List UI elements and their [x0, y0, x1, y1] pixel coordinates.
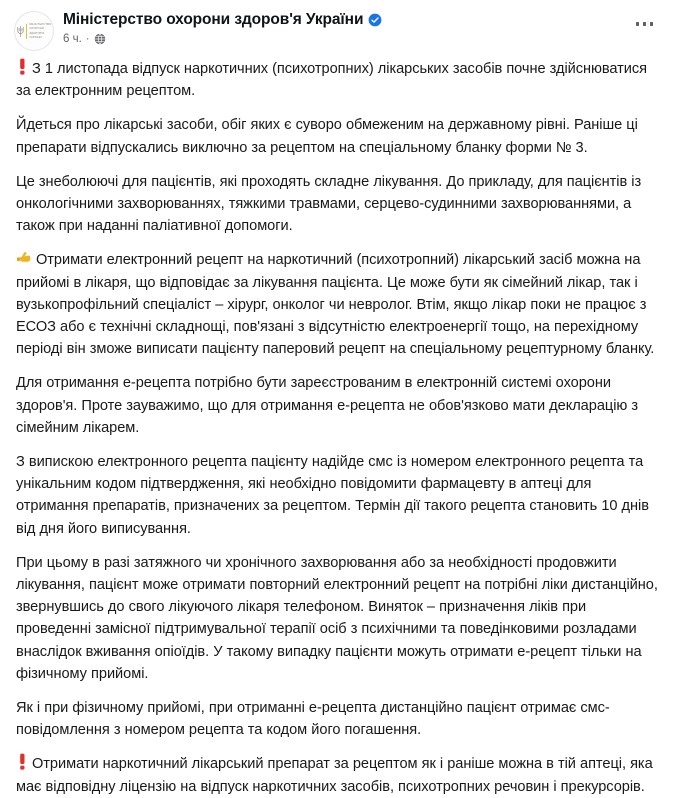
- red-exclamation-icon: [16, 58, 29, 75]
- post-paragraph-text: З 1 листопада відпуск наркотичних (психотропних) лікарських засобів почне здійснюватися за електронним рецептом.: [16, 61, 648, 100]
- ellipsis-dot-2: [643, 22, 647, 26]
- meta-separator: ·: [85, 33, 90, 45]
- ellipsis-dot-1: [636, 22, 640, 26]
- post-paragraph: [16, 171, 661, 238]
- avatar-divider: [26, 24, 28, 39]
- post-paragraph: [16, 451, 661, 540]
- post-paragraph: [16, 249, 661, 360]
- post-header: [0, 0, 675, 52]
- avatar-line-1: МІНІСТЕРСТВО: [29, 21, 52, 26]
- trident-emblem-icon: [17, 26, 24, 37]
- post-paragraph-text: Це знеболюючі для пацієнтів, які проходять складне лікування. До прикладу, для пацієнтів із онкологічними захворюваннях, тяжкими травмами, серцево-судинними захворюваннями, а також при наданні паліативної допомоги.: [16, 173, 642, 235]
- post-paragraph-text: Для отримання е-рецепта потрібно бути зареєстрованим в електронній системі охорони здоров'я. Проте зауважимо, що для отримання е-рецепта не обов'язково мати декларацію з сімейним лікарем.: [16, 375, 639, 436]
- avatar-line-3: ЗДОРОВ'Я: [29, 30, 45, 35]
- avatar[interactable]: [14, 11, 54, 51]
- post-paragraph: [16, 697, 661, 741]
- post-paragraph-text: Йдеться про лікарські засоби, обіг яких є суворо обмеженим на державному рівні. Раніше ці препарати відпускались виключно за рецептом на спеціальному бланку форми № 3.: [16, 117, 638, 156]
- post-paragraph-text: При цьому в разі затяжного чи хронічного захворювання або за необхідності продовжити лікування, пацієнт може отримати повторний електронний рецепт на потрібні ліки дистанційно, звернувшись до свого лікуючого лікаря телефоном. Виняток – призначення ліків при проведенні замісної підтримувальної терапії осіб з психічними та поведінковими розладами внаслідок вживання опіоїдів. У такому випадку пацієнти можуть отримати е-рецепт тільки на фізичному прийомі.: [16, 554, 658, 682]
- ellipsis-dot-3: [650, 22, 654, 26]
- post-paragraph-text: Як і при фізичному прийомі, при отриманні е-рецепта дистанційно пацієнт отримає смс-повідомлення з номером рецепта та кодом його погашення.: [16, 700, 610, 739]
- post-options-menu-button[interactable]: [632, 18, 658, 30]
- post-paragraph: [16, 58, 661, 102]
- post-meta-row: [63, 32, 382, 46]
- post-paragraph: [16, 552, 661, 685]
- post-body: [0, 52, 675, 798]
- post-paragraph: [16, 114, 661, 158]
- verified-check-icon: [368, 13, 382, 27]
- post-paragraph-text: Отримати електронний рецепт на наркотичний (психотропний) лікарський засіб можна на прийомі в лікаря, що відповідає за лікування пацієнта. Це може бути як сімейний лікар, так і вузькопрофільний спеціаліст – хірург, онколог чи невролог. Втім, якщо лікар поки не працює з ЕСОЗ або є технічні складнощі, пов'язані з відсутністю електроенергії тощо, на перехідному періоді він зможе виписати пацієнту паперовий рецепт на спеціальному рецептурному бланку.: [16, 252, 655, 358]
- red-exclamation-icon: [16, 753, 29, 770]
- author-name-row: [63, 10, 382, 29]
- page-name[interactable]: Міністерство охорони здоров'я України: [63, 11, 364, 28]
- post-paragraph-text: Отримати наркотичний лікарський препарат за рецептом як і раніше можна в тій аптеці, яка має відповідну ліцензію на відпуск наркотичних засобів, психотропних речовин і прекурсорів.: [16, 756, 653, 795]
- avatar-line-2: ОХОРОНИ: [29, 26, 45, 31]
- avatar-logo: [15, 12, 53, 50]
- post-paragraph: [16, 372, 661, 439]
- header-text-block: [63, 9, 382, 46]
- avatar-text-lines: [29, 23, 51, 39]
- post-paragraph: [16, 753, 661, 797]
- post-paragraph-text: З випискою електронного рецепта пацієнту надійде смс із номером електронного рецепта та унікальним кодом підтвердження, які необхідно повідомити фармацевту в аптеці для отримання препаратів, призначених за рецептом. Термін дії такого рецепта становить 10 днів від дня його виписування.: [16, 454, 649, 537]
- post-timestamp[interactable]: 6 ч.: [63, 33, 82, 45]
- globe-public-icon[interactable]: [94, 33, 106, 45]
- pointing-hand-icon: [16, 250, 33, 266]
- avatar-line-4: УКРАЇНИ: [29, 34, 42, 39]
